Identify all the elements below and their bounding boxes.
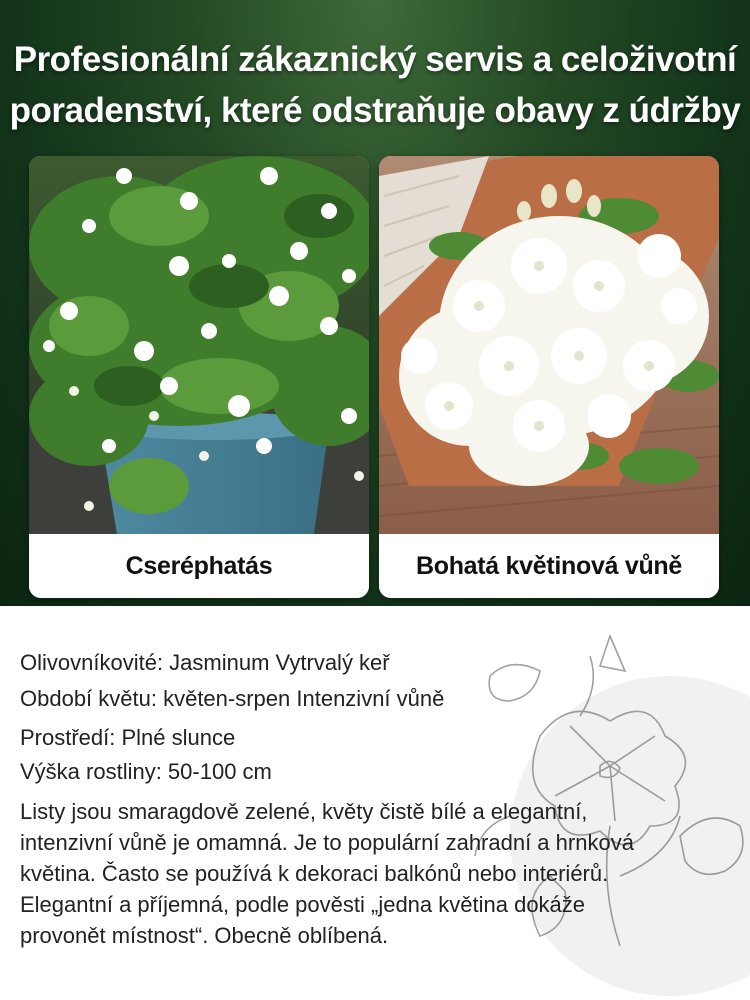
jasmine-basket-photo	[379, 156, 719, 534]
hero-title-line-2: poradenství, které odstraňuje obavy z údržby	[9, 91, 741, 130]
info-family: Olivovníkovité: Jasminum Vytrvalý keř	[20, 650, 390, 675]
hero-title	[0, 34, 750, 136]
info-height: Výška rostliny: 50-100 cm	[20, 759, 272, 784]
potted-jasmine-photo	[29, 156, 369, 534]
info-section	[0, 606, 750, 1000]
info-bloom: Období květu: květen-srpen Intenzivní vůně	[20, 686, 445, 711]
info-environment: Prostředí: Plné slunce	[20, 725, 236, 750]
card-fragrance	[379, 156, 719, 598]
card-potted	[29, 156, 369, 598]
hero-title-line-1: Profesionální zákaznický servis a celoživotní	[13, 40, 737, 79]
info-description: Listy jsou smaragdově zelené, květy čistě bílé a elegantní, intenzivní vůně je omamná. Je to populární zahradní a hrnková květina. Často se používá k dekoraci balkónů nebo interiérů. Elegantní a příjemná, podle pověsti „jedna květina dokáže provonět místnost“. Obecně oblíbená.	[20, 799, 634, 948]
card-caption-potted: Cseréphatás	[29, 534, 369, 598]
card-caption-fragrance: Bohatá květinová vůně	[379, 534, 719, 598]
